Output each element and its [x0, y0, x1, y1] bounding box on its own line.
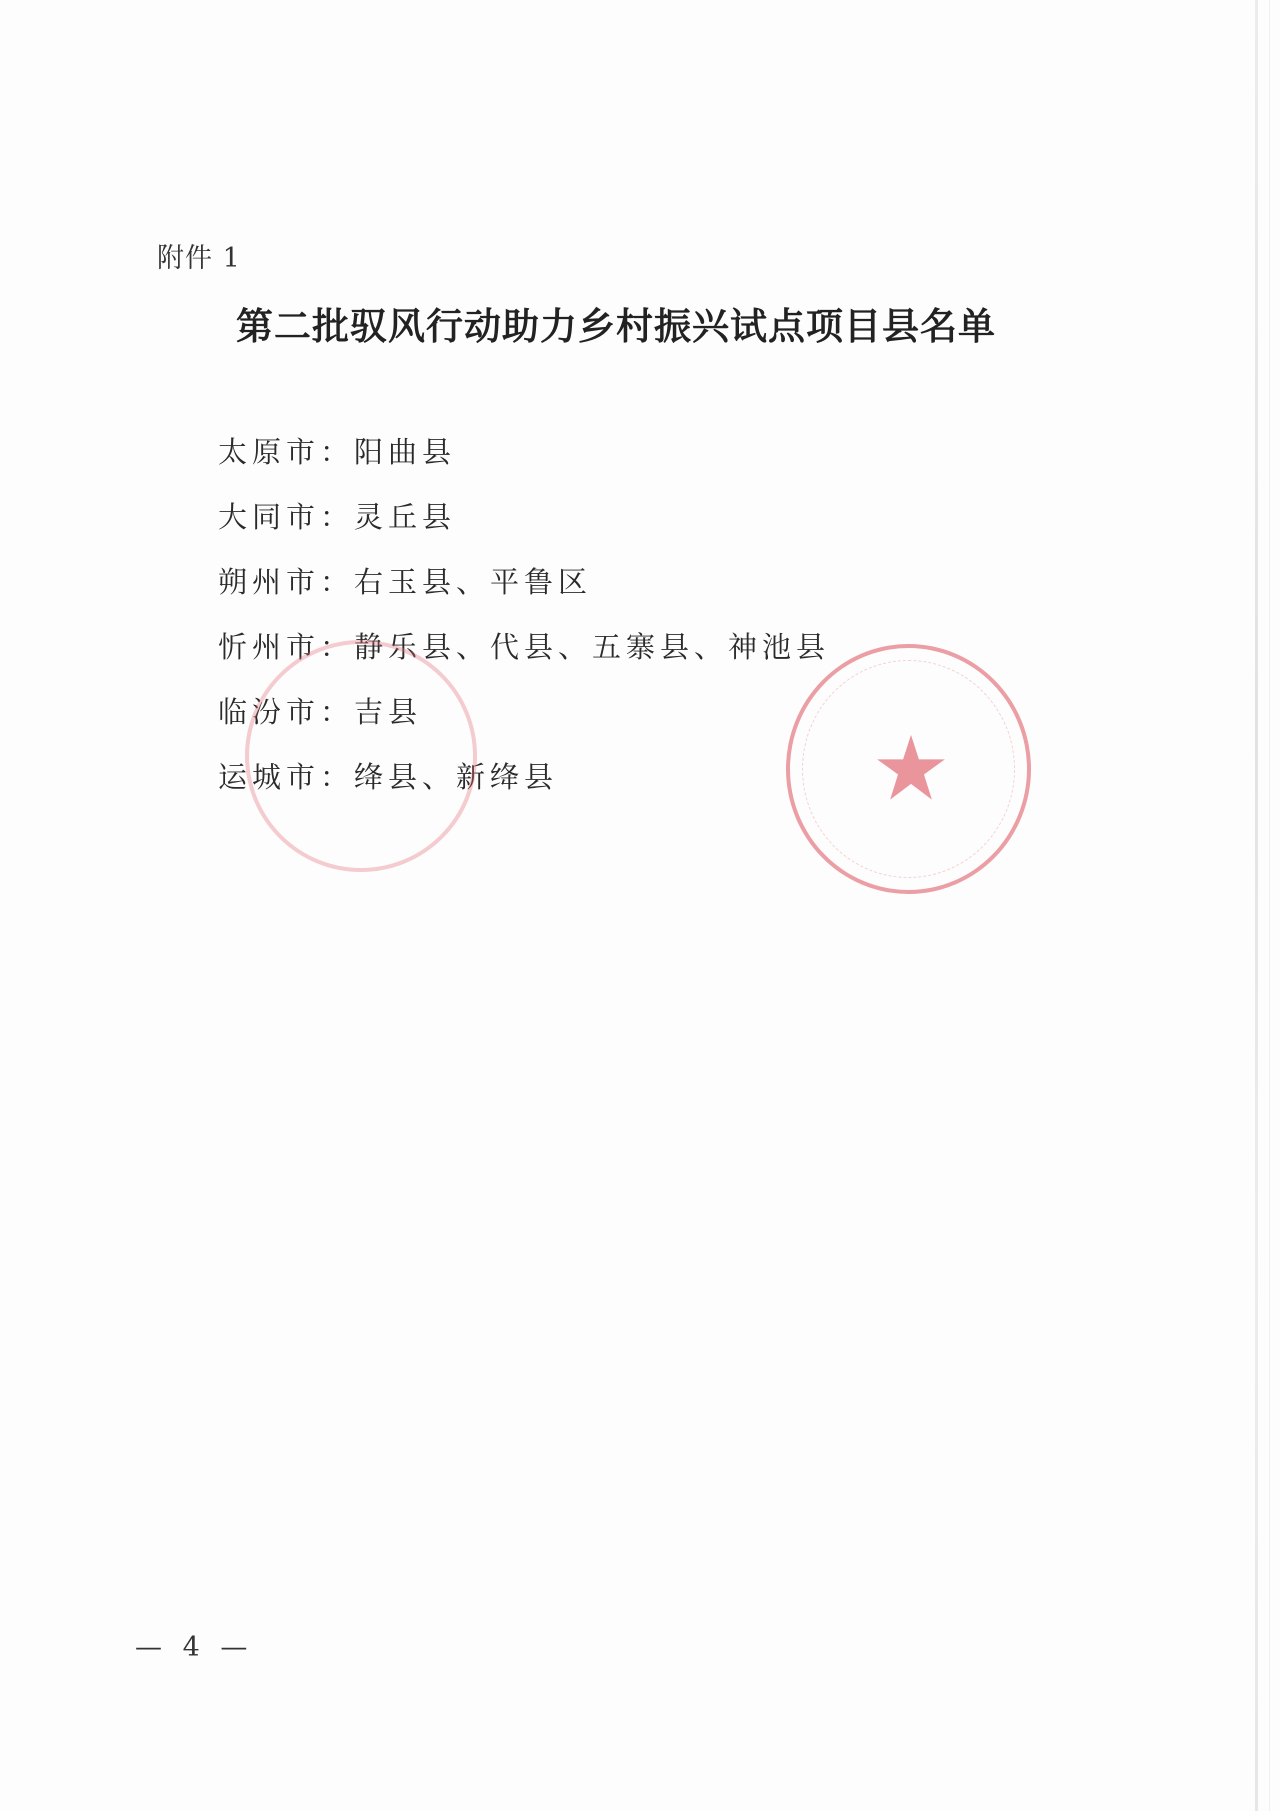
city-name: 临汾市： [218, 695, 355, 729]
scan-edge-line [1269, 0, 1270, 1811]
city-name: 大同市： [218, 500, 355, 534]
county-names: 右玉县、平鲁区 [354, 565, 593, 599]
list-item [218, 495, 830, 560]
city-name: 忻州市： [218, 630, 355, 664]
county-names: 静乐县、代县、五寨县、神池县 [354, 630, 831, 664]
city-name: 运城市： [218, 760, 355, 794]
county-names: 阳曲县 [354, 435, 457, 469]
city-name: 朔州市： [218, 565, 355, 599]
seal-star-icon [875, 732, 947, 804]
county-names: 绛县、新绛县 [354, 760, 559, 794]
page-number: — 4 — [135, 1632, 254, 1663]
official-seal-faint [245, 640, 477, 872]
official-seal [786, 644, 1031, 894]
county-names: 吉县 [354, 695, 423, 729]
document-title: 第二批驭风行动助力乡村振兴试点项目县名单 [236, 304, 996, 348]
county-names: 灵丘县 [354, 500, 457, 534]
attachment-label: 附件 1 [157, 243, 241, 274]
scan-edge-shadow [1255, 0, 1258, 1811]
list-item [218, 560, 830, 625]
list-item [218, 430, 830, 495]
city-name: 太原市： [218, 435, 355, 469]
